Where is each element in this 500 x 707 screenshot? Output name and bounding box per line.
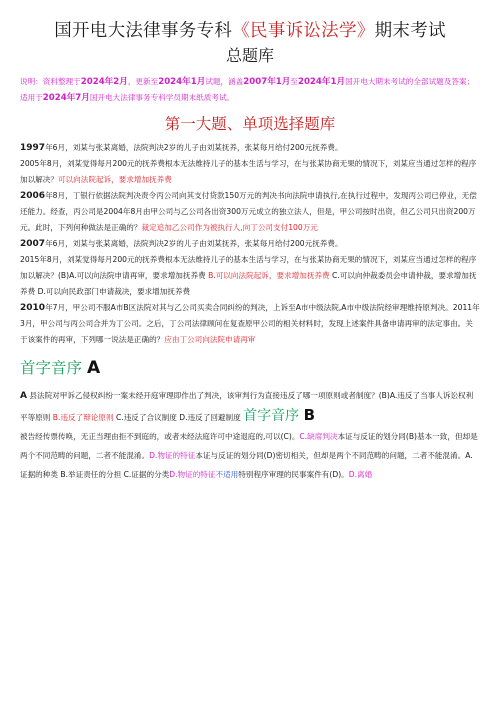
index-heading-b xyxy=(243,408,315,424)
question-item xyxy=(20,300,480,348)
note-date: 2024年1月 xyxy=(297,77,346,87)
question-text: C.可以向仲裁委员会申请仲裁，要求增加抚养费 D.可以向民政部门申请裁决，要求增加抚养费 xyxy=(20,271,477,296)
question-text: 年6月，刘某与张某离婚，法院判决2岁的儿子由刘某抚养，张某每月给付200元抚养费。 xyxy=(45,143,343,152)
answer-text: D.物证的特征 xyxy=(149,451,196,460)
note-date: 2024年2月 xyxy=(80,77,128,87)
note-date: 2024年7月 xyxy=(42,93,90,103)
question-year: 2006 xyxy=(20,191,46,201)
title-course: 《民事诉讼法学》 xyxy=(232,21,375,41)
answer-text: B.可以向法院起诉，要求增加抚养费 xyxy=(208,271,330,280)
answer-text: 可以向法院起诉，要求增加抚养费 xyxy=(57,175,172,184)
answer-text: 裁定追加乙公司作为被执行人,向丁公司支付100万元 xyxy=(141,223,318,232)
question-text: 2015年8月，刘某觉得每月200元的抚养费根本无法维持儿子的基本生活与学习，在与张某协商无果的情况下，刘某应当通过怎样的程序加以解决？(B)A.可以向法院申请再审，要求增加抚养费 xyxy=(20,255,477,280)
question-year: 2007 xyxy=(20,239,46,249)
question-text: 县法院对甲诉乙侵权纠纷一案未经开庭审理即作出了判决，该审判行为直接违反了哪一项原则或者制度？(B)A.违反了当事人诉讼权利平等原则 xyxy=(20,391,474,422)
note-text: 至 xyxy=(290,77,298,86)
note-text: ，更新至 xyxy=(127,77,159,86)
note-text: 国开电大期末考试的全部试题及答案；适用于 xyxy=(20,77,475,102)
index-heading-label: 首字音序 xyxy=(243,408,300,424)
question-text: 本证与反证的划分同(B)基本一致，但却是两个不同范畴的问题，二者不能混淆。 xyxy=(20,432,478,460)
question-text: 2005年8月，刘某觉得每月200元的抚养费根本无法维持儿子的基本生活与学习，在与张某协商无果的情况下，刘某应当通过怎样的程序加以解决？ xyxy=(20,159,477,184)
answer-text: C.缺席判决 xyxy=(299,432,338,441)
question-item xyxy=(20,140,480,188)
question-text: 被告经传票传唤，无正当理由拒不到庭的，或者未经法庭许可中途退庭的,可以(C)。 xyxy=(20,432,300,441)
index-heading-letter: B xyxy=(303,406,316,424)
index-heading-letter: A xyxy=(86,358,101,378)
question-text: C.违反了合议制度 D.违反了回避制度 xyxy=(116,413,241,422)
note-text: 国开电大法律事务专科学员期末纸质考试。 xyxy=(89,93,235,102)
page-subtitle: 总题库 xyxy=(225,46,274,65)
keyword-text: 不适用 xyxy=(215,470,239,479)
question-block xyxy=(20,386,480,484)
answer-text: D.物证的特征 xyxy=(169,470,216,479)
page-title xyxy=(20,18,480,44)
question-item xyxy=(20,236,480,300)
question-year: 2010 xyxy=(20,303,46,313)
title-prefix: 国开电大法律事务专科 xyxy=(54,21,233,41)
description-note xyxy=(20,74,480,106)
note-text: 说明：资料整理于 xyxy=(20,77,81,86)
section-title: 第一大题、单项选择题库 xyxy=(164,115,336,133)
question-item xyxy=(20,188,480,236)
question-text: 本证与反证的划分同(D)密切相关，但却是两个不同范畴的问题，二者不能混淆。A.证据的种类 B.举证责任的分担 C.证据的分类 xyxy=(20,451,473,479)
answer-text: B.违反了辩论原则 xyxy=(52,413,114,422)
question-text: 年8月，丁银行依据法院判决责令丙公司向其支付贷款150万元的判决书向法院申请执行,在执行过程中，发现丙公司已停业，无偿还能力。经查，丙公司是2004年8月由甲公司与乙公司各出资300万元成立的独立法人，但是，甲公司按时出资，但乙公司只出资200万元。此时，下列何种做法是正确的？ xyxy=(20,191,477,232)
question-text: 年7月，甲公司不服A市B区法院对其与乙公司买卖合同纠纷的判决，上诉至A市中级法院,A市中级法院经审理维持原判决。2011年3月，甲公司与丙公司合并为丁公司。之后，丁公司法律顾问在复查原甲公司的相关材料时，发现上述案件具备申请再审的法定事由。关于该案件的再审，下列哪一说法是正确的？ xyxy=(20,303,480,344)
index-heading-label: 首字音序 xyxy=(20,359,83,377)
question-lead-letter: A xyxy=(20,391,27,401)
answer-text: 应由丁公司向法院申请再审 xyxy=(164,335,256,344)
title-suffix: 期末考试 xyxy=(374,21,446,41)
question-text: 特别程序审理的民事案件有(D)。 xyxy=(238,470,349,479)
answer-text: D.离婚 xyxy=(348,470,373,479)
question-year: 1997 xyxy=(20,143,46,153)
note-date: 2024年1月 xyxy=(158,77,206,87)
index-heading-a xyxy=(20,356,480,380)
question-text: 年6月，刘某与张某离婚，法院判决2岁的儿子由刘某抚养，张某每月给付200元抚养费。 xyxy=(45,239,343,248)
note-text: 试题，涵盖 xyxy=(205,77,244,86)
note-date: 2007年1月 xyxy=(243,77,291,87)
